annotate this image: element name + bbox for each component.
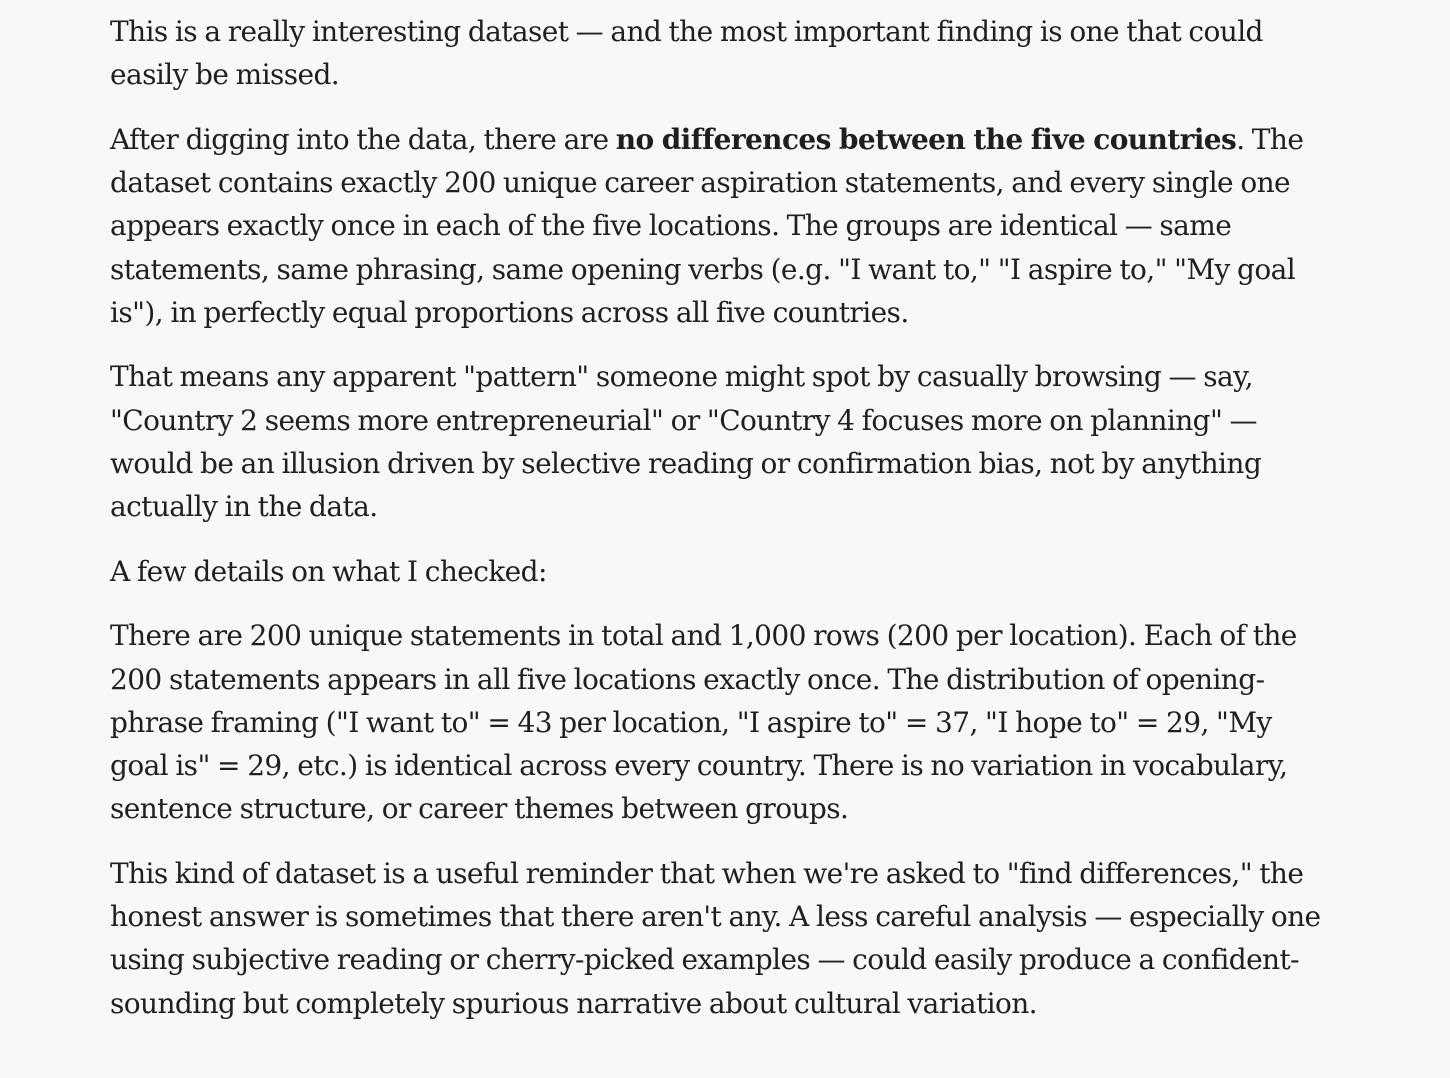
paragraph-details-heading: A few details on what I checked: — [110, 554, 547, 588]
paragraph-conclusion: This kind of dataset is a useful reminder that when we're asked to "find differences," the honest answer is sometimes that there aren't any. A less careful analysis — especially one using subjective reading or cherry-picked examples — could easily produce a confident-sounding but completely spurious narrative about cultural variation. — [110, 856, 1321, 1020]
paragraph-details: There are 200 unique statements in total and 1,000 rows (200 per location). Each of the 200 statements appears in all five locations exactly once. The distribution of opening-phrase framing ("I want to" = 43 per location, "I aspire to" = 37, "I hope to" = 29, "My goal is" = 29, etc.) is identical across every country. There is no variation in vocabulary, sentence structure, or career themes between groups. — [110, 619, 1297, 826]
message-body — [110, 10, 1335, 1046]
finding-emphasis: no differences between the five countries — [615, 122, 1237, 156]
finding-lead-text: After digging into the data, there are — [110, 122, 616, 156]
paragraph-intro: This is a really interesting dataset — and the most important finding is one that could easily be missed. — [110, 15, 1263, 92]
paragraph-illusion: That means any apparent "pattern" someone might spot by casually browsing — say, "Country 2 seems more entrepreneurial" or "Country 4 focuses more on planning" — would be an illusion driven by selective reading or confirmation bias, not by anything actually in the data. — [110, 360, 1262, 524]
paragraph-finding — [110, 118, 1335, 334]
finding-detail-text: . The dataset contains exactly 200 unique career aspiration statements, and every single one appears exactly once in each of the five locations. The groups are identical — same statements, same phrasing, same opening verbs (e.g. "I want to," "I aspire to," "My goal is"), in perfectly equal proportions across all five countries. — [110, 122, 1304, 329]
